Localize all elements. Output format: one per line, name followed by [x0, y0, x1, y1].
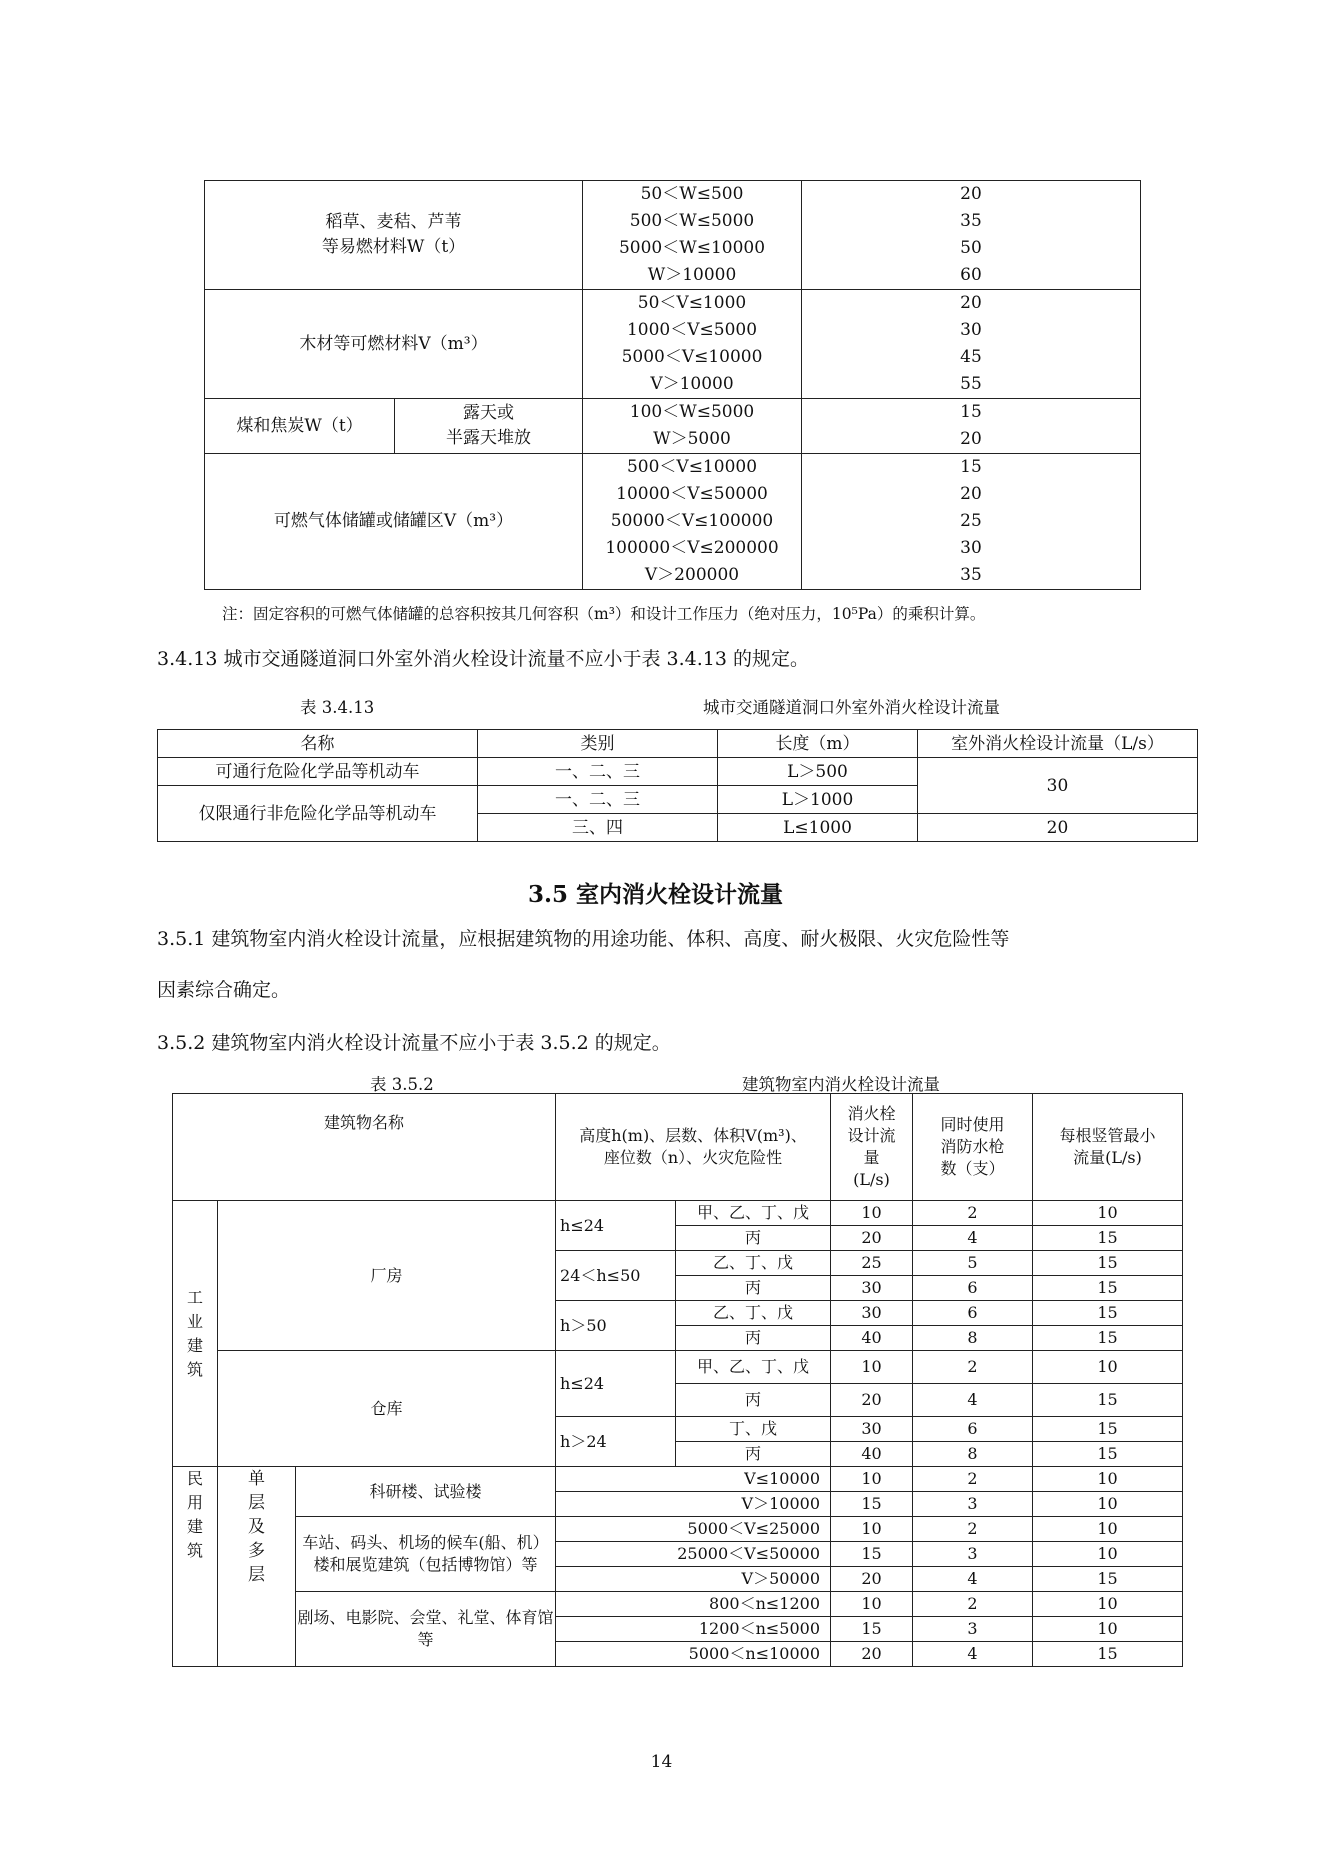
table-title-3-4-13: 城市交通隧道洞口外室外消火栓设计流量: [703, 698, 1000, 717]
row-flow: 20: [918, 814, 1198, 842]
civil-condition: V＞10000: [556, 1492, 831, 1517]
riser-cell: 15: [1033, 1642, 1183, 1667]
civil-condition: 5000＜n≤10000: [556, 1642, 831, 1667]
flow-cell: 10: [831, 1517, 913, 1542]
industrial-building-label: 工业建筑: [173, 1201, 218, 1467]
count-cell: 4: [913, 1226, 1033, 1251]
riser-cell: 15: [1033, 1326, 1183, 1351]
table-3-4-12-continued: [204, 180, 1141, 590]
flow-cell: 30: [831, 1301, 913, 1326]
table-title-3-5-2: 建筑物室内消火栓设计流量: [742, 1075, 940, 1094]
civil-name-lab: 科研楼、试验楼: [296, 1467, 556, 1517]
riser-cell: 15: [1033, 1301, 1183, 1326]
row-category: 三、四: [478, 814, 718, 842]
header-riser-flow: 每根竖管最小 流量(L/s): [1033, 1094, 1183, 1201]
ranges-wood: 50＜V≤1000 1000＜V≤5000 5000＜V≤10000 V＞10000: [583, 290, 802, 399]
clause-3-5-2: 3.5.2 建筑物室内消火栓设计流量不应小于表 3.5.2 的规定。: [157, 1032, 671, 1054]
count-cell: 4: [913, 1567, 1033, 1592]
hazard-class: 丙: [676, 1384, 831, 1417]
flow-cell: 10: [831, 1592, 913, 1617]
flow-cell: 20: [831, 1567, 913, 1592]
count-cell: 3: [913, 1492, 1033, 1517]
riser-cell: 15: [1033, 1417, 1183, 1442]
civil-building-label: 民用建筑: [173, 1467, 218, 1667]
hazard-class: 丙: [676, 1276, 831, 1301]
riser-cell: 10: [1033, 1542, 1183, 1567]
count-cell: 6: [913, 1301, 1033, 1326]
header-category: 类别: [478, 730, 718, 758]
flow-cell: 30: [831, 1276, 913, 1301]
header-building-name: 建筑物名称: [173, 1094, 556, 1201]
group-name-wood: 木材等可燃材料V（m³）: [205, 290, 583, 399]
height-range: h＞50: [556, 1301, 676, 1351]
flow-cell: 20: [831, 1226, 913, 1251]
civil-condition: 1200＜n≤5000: [556, 1617, 831, 1642]
warehouse-label: 仓库: [218, 1351, 556, 1467]
count-cell: 2: [913, 1467, 1033, 1492]
count-cell: 3: [913, 1542, 1033, 1567]
riser-cell: 15: [1033, 1567, 1183, 1592]
hazard-class: 丙: [676, 1326, 831, 1351]
count-cell: 6: [913, 1417, 1033, 1442]
height-range: h＞24: [556, 1417, 676, 1467]
riser-cell: 15: [1033, 1226, 1183, 1251]
group-name-coal: 煤和焦炭W（t）: [205, 399, 395, 454]
row-length: L＞500: [718, 758, 918, 786]
riser-cell: 10: [1033, 1492, 1183, 1517]
count-cell: 2: [913, 1592, 1033, 1617]
count-cell: 2: [913, 1201, 1033, 1226]
header-nozzle-count: 同时使用 消防水枪 数（支）: [913, 1094, 1033, 1201]
values-straw: 20 35 50 60: [802, 181, 1141, 290]
civil-name-theater: 剧场、电影院、会堂、礼堂、体育馆等: [296, 1592, 556, 1667]
count-cell: 3: [913, 1617, 1033, 1642]
count-cell: 5: [913, 1251, 1033, 1276]
riser-cell: 15: [1033, 1384, 1183, 1417]
count-cell: 8: [913, 1326, 1033, 1351]
row-length: L＞1000: [718, 786, 918, 814]
riser-cell: 15: [1033, 1251, 1183, 1276]
height-range: 24＜h≤50: [556, 1251, 676, 1301]
values-gas: 15 20 25 30 35: [802, 454, 1141, 590]
values-wood: 20 30 45 55: [802, 290, 1141, 399]
flow-cell: 20: [831, 1642, 913, 1667]
table-number-3-5-2: 表 3.5.2: [370, 1075, 434, 1094]
clause-3-5-1-continued: 因素综合确定。: [157, 979, 291, 1001]
values-coal: 15 20: [802, 399, 1141, 454]
civil-condition: 5000＜V≤25000: [556, 1517, 831, 1542]
table-3-5-2: [172, 1093, 1183, 1667]
riser-cell: 10: [1033, 1351, 1183, 1384]
group-name-straw: 稻草、麦秸、芦苇 等易燃材料W（t）: [205, 181, 583, 290]
civil-condition: V＞50000: [556, 1567, 831, 1592]
flow-cell: 10: [831, 1351, 913, 1384]
height-range: h≤24: [556, 1351, 676, 1417]
section-title: 3.5 室内消火栓设计流量: [528, 881, 784, 908]
header-flow: 消火栓 设计流 量 (L/s): [831, 1094, 913, 1201]
civil-condition: 800＜n≤1200: [556, 1592, 831, 1617]
header-flow: 室外消火栓设计流量（L/s）: [918, 730, 1198, 758]
row-name: 可通行危险化学品等机动车: [158, 758, 478, 786]
count-cell: 4: [913, 1642, 1033, 1667]
riser-cell: 10: [1033, 1617, 1183, 1642]
header-name: 名称: [158, 730, 478, 758]
count-cell: 8: [913, 1442, 1033, 1467]
header-length: 长度（m）: [718, 730, 918, 758]
flow-cell: 40: [831, 1326, 913, 1351]
flow-cell: 40: [831, 1442, 913, 1467]
table-number-3-4-13: 表 3.4.13: [300, 698, 375, 717]
civil-condition: 25000＜V≤50000: [556, 1542, 831, 1567]
count-cell: 4: [913, 1384, 1033, 1417]
count-cell: 2: [913, 1517, 1033, 1542]
riser-cell: 10: [1033, 1592, 1183, 1617]
flow-cell: 20: [831, 1384, 913, 1417]
hazard-class: 甲、乙、丁、戊: [676, 1201, 831, 1226]
flow-cell: 15: [831, 1542, 913, 1567]
hazard-class: 丙: [676, 1442, 831, 1467]
riser-cell: 15: [1033, 1276, 1183, 1301]
header-condition: 高度h(m)、层数、体积V(m³)、 座位数（n）、火灾危险性: [556, 1094, 831, 1201]
hazard-class: 丁、戊: [676, 1417, 831, 1442]
group-sub-coal: 露天或 半露天堆放: [395, 399, 583, 454]
ranges-gas: 500＜V≤10000 10000＜V≤50000 50000＜V≤100000 100000＜V≤200000 V＞200000: [583, 454, 802, 590]
civil-condition: V≤10000: [556, 1467, 831, 1492]
flow-cell: 10: [831, 1201, 913, 1226]
flow-cell: 15: [831, 1492, 913, 1517]
flow-cell: 15: [831, 1617, 913, 1642]
table-note: 注：固定容积的可燃气体储罐的总容积按其几何容积（m³）和设计工作压力（绝对压力，10⁵Pa）的乘积计算。: [222, 605, 986, 623]
ranges-straw: 50＜W≤500 500＜W≤5000 5000＜W≤10000 W＞10000: [583, 181, 802, 290]
single-multi-storey-label: 单层及多层: [218, 1467, 296, 1667]
hazard-class: 丙: [676, 1226, 831, 1251]
riser-cell: 15: [1033, 1442, 1183, 1467]
riser-cell: 10: [1033, 1201, 1183, 1226]
riser-cell: 10: [1033, 1467, 1183, 1492]
row-flow: 30: [918, 758, 1198, 814]
row-length: L≤1000: [718, 814, 918, 842]
civil-name-station: 车站、码头、机场的候车(船、机）楼和展览建筑（包括博物馆）等: [296, 1517, 556, 1592]
row-category: 一、二、三: [478, 786, 718, 814]
clause-3-5-1: 3.5.1 建筑物室内消火栓设计流量，应根据建筑物的用途功能、体积、高度、耐火极限、火灾危险性等: [157, 928, 1010, 950]
count-cell: 2: [913, 1351, 1033, 1384]
row-name: 仅限通行非危险化学品等机动车: [158, 786, 478, 842]
hazard-class: 乙、丁、戊: [676, 1301, 831, 1326]
height-range: h≤24: [556, 1201, 676, 1251]
group-name-gas: 可燃气体储罐或储罐区V（m³）: [205, 454, 583, 590]
flow-cell: 25: [831, 1251, 913, 1276]
flow-cell: 30: [831, 1417, 913, 1442]
table-3-4-13: [157, 729, 1198, 842]
hazard-class: 甲、乙、丁、戊: [676, 1351, 831, 1384]
row-category: 一、二、三: [478, 758, 718, 786]
hazard-class: 乙、丁、戊: [676, 1251, 831, 1276]
page-number: 14: [650, 1752, 673, 1772]
ranges-coal: 100＜W≤5000 W＞5000: [583, 399, 802, 454]
riser-cell: 10: [1033, 1517, 1183, 1542]
flow-cell: 10: [831, 1467, 913, 1492]
clause-3-4-13: 3.4.13 城市交通隧道洞口外室外消火栓设计流量不应小于表 3.4.13 的规定。: [157, 648, 809, 670]
factory-label: 厂房: [218, 1201, 556, 1351]
count-cell: 6: [913, 1276, 1033, 1301]
